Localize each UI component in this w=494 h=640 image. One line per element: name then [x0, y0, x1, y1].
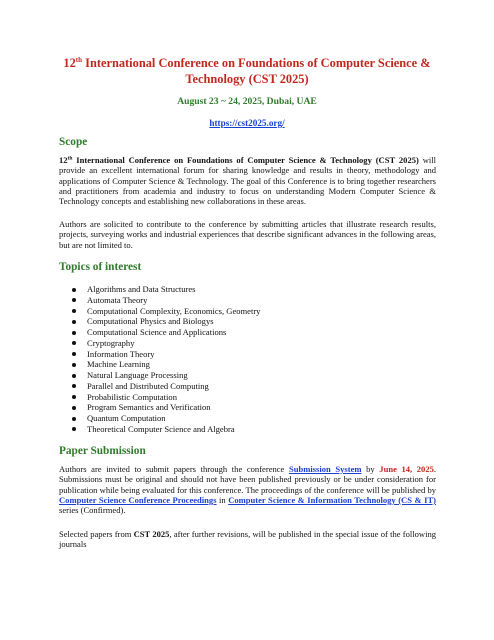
topic-item: Computational Science and Applications [59, 327, 260, 338]
scope-paragraph-1: 12th International Conference on Foundations of Computer Science & Technology (CST 2025) will provide an excellent international forum for sharing knowledge and results in theory, methodology and applications of Computer Science & Technology. The goal of this Conference is to bring together researchers and practitioners from academia and industry to focus on understanding Modern Computer Science & Technology concepts and establishing new collaborations in these areas. [59, 155, 437, 207]
conference-website-link[interactable]: https://cst2025.org/ [209, 118, 285, 128]
conference-url [0, 118, 494, 128]
topic-item: Automata Theory [59, 295, 260, 306]
topic-item: Computational Complexity, Economics, Geometry [59, 306, 260, 317]
submission-paragraph-2: Selected papers from CST 2025, after further revisions, will be published in the special issue of the following journals [59, 529, 437, 550]
topic-item: Algorithms and Data Structures [59, 284, 260, 295]
topics-list [59, 284, 260, 435]
topic-item: Information Theory [59, 349, 260, 360]
proceedings-link[interactable]: Computer Science Conference Proceedings [59, 494, 217, 505]
submission-deadline: June 14, 2025 [379, 464, 434, 474]
topic-item: Natural Language Processing [59, 370, 260, 381]
scope-heading: Scope [59, 136, 88, 148]
topic-item: Theoretical Computer Science and Algebra [59, 424, 260, 435]
topic-item: Computational Physics and Biologys [59, 316, 260, 327]
scope-paragraph-2: Authors are solicited to contribute to the conference by submitting articles that illustrate research results, projects, surveying works and industrial experiences that describe significant advances in the following areas, but are not limited to. [59, 219, 436, 250]
conference-title: 12th International Conference on Foundations of Computer Science & Technology (CST 2025) [63, 56, 431, 86]
submission-system-link[interactable]: Submission System [288, 464, 362, 474]
cs-it-series-link[interactable]: Computer Science & Information Technology (CS & IT) [228, 494, 436, 505]
submission-paragraph-1: Authors are invited to submit papers through the conference Submission System by June 14, 2025. Submissions must be original and should not have been published previously or be under consideration for publication while being evaluated for this conference. The proceedings of the conference will be published by Computer Science Conference Proceedings in Computer Science & Information Technology (CS & IT) series (Confirmed). [59, 464, 437, 516]
topics-heading: Topics of interest [59, 261, 142, 273]
topic-item: Cryptography [59, 338, 260, 349]
submission-heading: Paper Submission [59, 445, 146, 457]
topic-item: Program Semantics and Verification [59, 402, 260, 413]
topic-item: Machine Learning [59, 359, 260, 370]
topic-item: Quantum Computation [59, 413, 260, 424]
topic-item: Probabilistic Computation [59, 392, 260, 403]
topic-item: Parallel and Distributed Computing [59, 381, 260, 392]
conference-dates: August 23 ~ 24, 2025, Dubai, UAE [177, 96, 317, 107]
